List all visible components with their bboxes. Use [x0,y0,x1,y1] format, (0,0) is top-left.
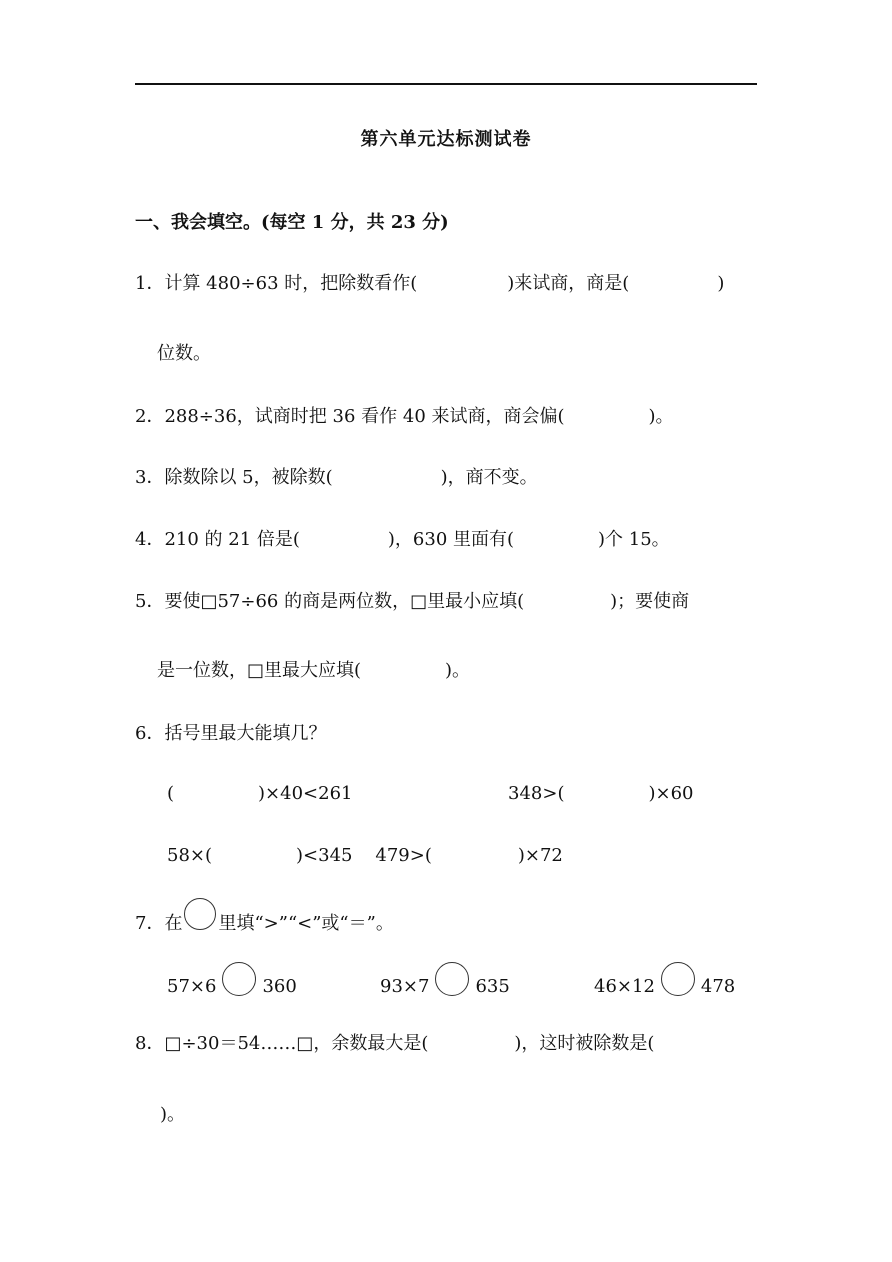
page-title: 第六单元达标测试卷 [360,129,532,150]
question-3: 3．除数除以 5，被除数( )，商不变。 [135,467,538,488]
section-heading: 一、我会填空。(每空 1 分，共 23 分) [135,212,449,233]
top-rule [135,83,757,85]
question-6-row1-left: ( )×40<261 [167,783,353,804]
question-7-item1: 57×6 360 [167,970,297,1004]
question-7-item2: 93×7 635 [380,970,510,1004]
question-5: 5．要使□57÷66 的商是两位数，□里最小应填( )；要使商 [135,591,690,612]
question-1: 1．计算 480÷63 时，把除数看作( )来试商，商是( ) [135,273,725,294]
question-5-cont: 是一位数，□里最大应填( )。 [157,660,471,681]
question-7: 7．在 里填“>”“<”或“＝”。 [135,908,394,940]
circle-icon [184,898,216,930]
question-6-row1-right: 348>( )×60 [508,783,694,804]
question-8: 8．□÷30＝54……□，余数最大是( )，这时被除数是( [135,1033,655,1054]
question-4: 4．210 的 21 倍是( )，630 里面有( )个 15。 [135,529,670,550]
question-7-item3: 46×12 478 [594,970,735,1004]
question-8-cont: )。 [160,1104,186,1125]
compare-circle[interactable] [435,962,469,996]
question-1-cont: 位数。 [157,343,211,364]
question-6: 6．括号里最大能填几？ [135,723,327,744]
question-2: 2．288÷36，试商时把 36 看作 40 来试商，商会偏( )。 [135,406,674,427]
compare-circle[interactable] [222,962,256,996]
question-6-row2: 58×( )<345 479>( )×72 [167,845,563,866]
compare-circle[interactable] [661,962,695,996]
